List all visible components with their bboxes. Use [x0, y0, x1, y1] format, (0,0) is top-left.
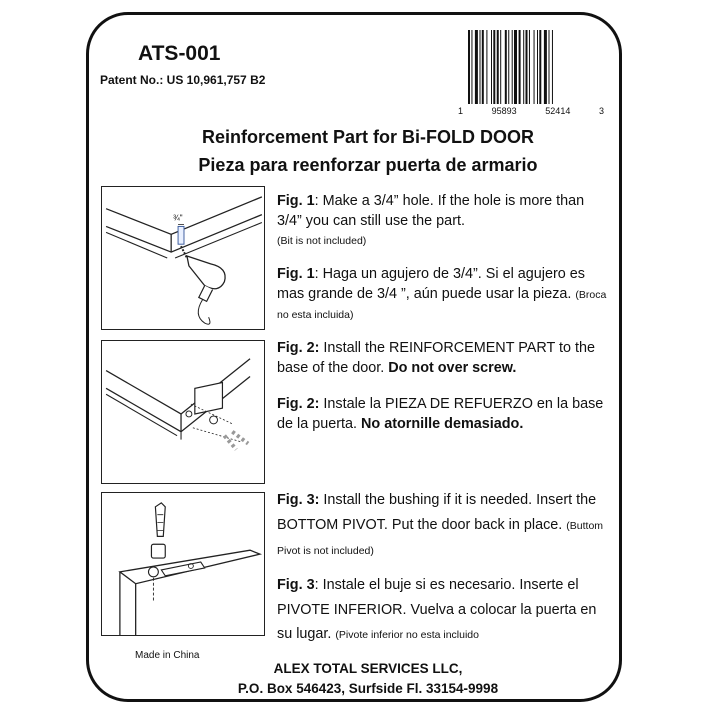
figure-2-text-english	[277, 339, 607, 378]
fig-label: Fig. 2:	[277, 340, 320, 356]
figure-3-illustration	[101, 492, 265, 636]
figure-2-text-spanish	[277, 395, 607, 434]
figure-2-illustration	[101, 340, 265, 484]
figure-1-dimension-label: ¾"	[173, 213, 183, 223]
company-address: P.O. Box 546423, Surfside Fl. 33154-9998	[237, 681, 499, 696]
instruction-note: (Buttom Pivot is not included)	[277, 519, 604, 557]
instruction-text: Instale la PIEZA DE REFUERZO en la base de la puerta.	[277, 396, 604, 432]
figure-3-text-english	[277, 488, 607, 564]
warning-text: Do not over screw.	[384, 359, 517, 376]
fig-label: Fig. 1	[277, 193, 315, 209]
instruction-note: (Bit is not included)	[277, 235, 367, 247]
fig-label: Fig. 1	[277, 266, 315, 282]
warning-text: No atornille demasiado.	[357, 415, 524, 432]
figure-1-illustration	[101, 186, 265, 330]
instruction-text: : Instale el buje si es necesario. Inserte el PIVOTE INFERIOR. Vuelva a colocar la puerta en su lugar.	[277, 577, 597, 642]
drill-hole-icon	[102, 187, 264, 329]
instruction-note: (Broca no esta incluida)	[277, 288, 607, 321]
barcode-digit-group: 1	[458, 106, 464, 116]
figure-3-text-spanish	[277, 573, 607, 648]
instruction-text: : Make a 3/4” hole. If the hole is more than 3/4” you can still use the part.	[277, 193, 585, 229]
fig-label: Fig. 2:	[277, 396, 320, 412]
bottom-pivot-icon	[102, 493, 264, 635]
barcode-image	[466, 30, 596, 104]
title-english: Reinforcement Part for Bi-FOLD DOOR	[201, 127, 535, 147]
figure-1-text-english	[277, 192, 607, 252]
reinforcement-plate-icon	[102, 341, 264, 483]
fig-label: Fig. 3	[277, 577, 315, 593]
instruction-text: Install the bushing if it is needed. Insert the BOTTOM PIVOT. Put the door back in place.	[277, 492, 597, 533]
company-name: ALEX TOTAL SERVICES LLC,	[273, 661, 463, 676]
barcode-digit-group: 52414	[545, 106, 571, 116]
barcode-digit-group: 3	[598, 106, 604, 116]
patent-number: Patent No.: US 10,961,757 B2	[100, 73, 266, 87]
made-in-label: Made in China	[135, 650, 200, 661]
fig-label: Fig. 3:	[277, 492, 320, 508]
model-number: ATS-001	[138, 42, 221, 65]
instruction-text: : Haga un agujero de 3/4”. Si el agujero es mas grande de 3/4 ”, aún puede usar la pieza.	[277, 266, 585, 302]
barcode-digits	[458, 106, 604, 116]
figure-1-text-spanish	[277, 265, 607, 326]
barcode-digit-group: 95893	[491, 106, 517, 116]
title-spanish: Pieza para reenforzar puerta de armario	[198, 155, 538, 175]
instruction-text: Install the REINFORCEMENT PART to the base of the door.	[277, 340, 596, 376]
instruction-note: (Pivote inferior no esta incluido	[335, 629, 479, 641]
